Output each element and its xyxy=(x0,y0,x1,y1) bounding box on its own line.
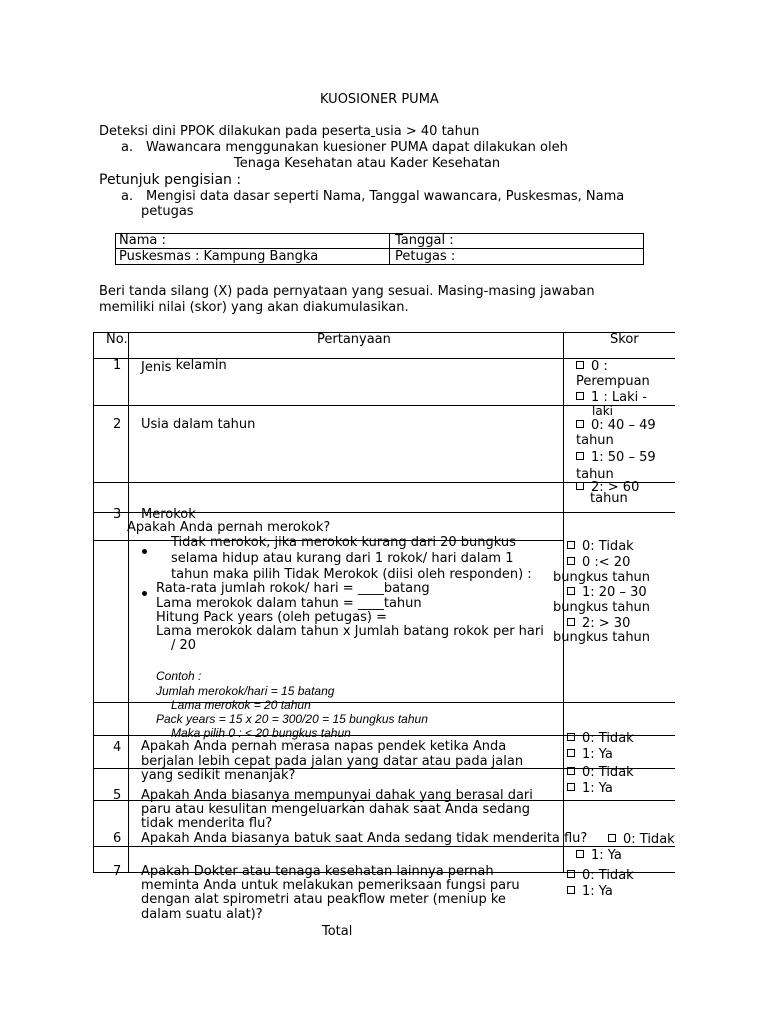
question-line-1: Apakah Anda biasanya batuk saat Anda sedang tidak menderita flu? xyxy=(141,831,588,846)
checkbox-icon[interactable] xyxy=(576,482,584,490)
row-number: 2 xyxy=(113,417,122,432)
option-checkbox[interactable]: 0 :< 20 xyxy=(567,555,630,571)
field-petugas: Petugas : xyxy=(395,249,456,264)
checkbox-icon[interactable] xyxy=(576,392,584,400)
row-number: 3 xyxy=(113,507,122,522)
option-checkbox[interactable]: 1: Ya xyxy=(567,884,613,900)
example-line-2: Lama merokok = 20 tahun xyxy=(171,698,311,712)
example-line-4: Maka pilih 0 : < 20 bungkus tahun xyxy=(171,726,351,740)
option-label: bungkus tahun xyxy=(553,630,651,645)
option-checkbox[interactable]: 0: Tidak xyxy=(567,765,634,781)
intro-item-a-marker: a. xyxy=(121,140,134,155)
question-line-2: paru atau kesulitan mengeluarkan dahak saat Anda sedang xyxy=(141,802,531,817)
option-checkbox[interactable]: 0: Tidak xyxy=(567,731,634,747)
question-text: Merokok xyxy=(141,507,196,522)
row-number: 5 xyxy=(113,788,122,803)
checkbox-icon[interactable] xyxy=(567,587,575,595)
bullet-1-line-3: tahun maka pilih Tidak Merokok (diisi oleh responden) : xyxy=(171,567,532,582)
question-text: Jenis kelamin xyxy=(141,358,227,375)
instructions-heading: Petunjuk pengisian : xyxy=(99,172,242,188)
field-tanggal: Tanggal : xyxy=(395,233,454,248)
question-line-3: tidak menderita flu? xyxy=(141,816,273,831)
checkbox-icon[interactable] xyxy=(567,557,575,565)
checkbox-icon[interactable] xyxy=(567,767,575,775)
bullet-2-line-1: Rata-rata jumlah rokok/ hari = ____batang xyxy=(156,581,430,596)
checkbox-icon[interactable] xyxy=(567,886,575,894)
checkbox-icon[interactable] xyxy=(576,850,584,858)
checkbox-icon[interactable] xyxy=(567,749,575,757)
example-line-3: Pack years = 15 x 20 = 300/20 = 15 bungkus tahun xyxy=(156,712,428,726)
row-number: 1 xyxy=(113,358,122,373)
example-line-1: Jumlah merokok/hari = 15 batang xyxy=(156,684,335,698)
question-line-1: Apakah Anda pernah merasa napas pendek ketika Anda xyxy=(141,739,507,754)
header-no: No. xyxy=(106,332,128,347)
checkbox-icon[interactable] xyxy=(576,361,584,369)
option-checkbox[interactable]: 2: > 30 xyxy=(567,616,630,632)
option-checkbox[interactable]: 1: Ya xyxy=(567,781,613,797)
instructions-item-a-marker: a. xyxy=(121,189,134,204)
option-checkbox[interactable]: 0: Tidak xyxy=(567,868,634,884)
row-number: 6 xyxy=(113,831,122,846)
question-text: Usia dalam tahun xyxy=(141,417,256,432)
question-line-3: dengan alat spirometri atau peakflow meter (meniup ke xyxy=(141,892,506,907)
option-checkbox[interactable]: 1: 20 – 30 xyxy=(567,585,647,601)
note-line-2: memiliki nilai (skor) yang akan diakumulasikan. xyxy=(99,300,409,315)
row-number: 7 xyxy=(113,864,122,879)
bullet-2-line-5: / 20 xyxy=(171,638,197,653)
instructions-item-a-line-1: Mengisi data dasar seperti Nama, Tanggal wawancara, Puskesmas, Nama xyxy=(146,189,625,204)
question-line-2: meminta Anda untuk melakukan pemeriksaan fungsi paru xyxy=(141,878,520,893)
option-label: tahun xyxy=(576,467,614,482)
option-label: Perempuan xyxy=(576,374,650,389)
option-label: bungkus tahun xyxy=(553,570,651,585)
checkbox-icon[interactable] xyxy=(608,834,616,842)
option-checkbox[interactable]: 0 : xyxy=(576,359,608,375)
header-score: Skor xyxy=(610,332,639,347)
intro-line-1: Deteksi dini PPOK dilakukan pada peserta usia > 40 tahun xyxy=(99,124,480,139)
note-line-1: Beri tanda silang (X) pada pernyataan yang sesuai. Masing-masing jawaban xyxy=(99,284,595,299)
option-checkbox[interactable]: 0: Tidak xyxy=(567,539,634,555)
option-label: tahun xyxy=(576,433,614,448)
option-checkbox[interactable]: 1: Ya xyxy=(576,848,622,864)
checkbox-icon[interactable] xyxy=(567,541,575,549)
example-title: Contoh : xyxy=(156,669,202,683)
checkbox-icon[interactable] xyxy=(567,870,575,878)
option-checkbox[interactable]: 1: 50 – 59 xyxy=(576,450,656,466)
sub-question: Apakah Anda pernah merokok? xyxy=(127,520,331,535)
option-label: bungkus tahun xyxy=(553,600,651,615)
option-checkbox[interactable]: 1 : Laki - xyxy=(576,390,647,406)
bullet-2-line-4: Lama merokok dalam tahun x Jumlah batang rokok per hari xyxy=(156,624,544,639)
intro-item-a-line-1: Wawancara menggunakan kuesioner PUMA dapat dilakukan oleh xyxy=(146,140,568,155)
bullet-2-line-3: Hitung Pack years (oleh petugas) = xyxy=(156,610,387,625)
checkbox-icon[interactable] xyxy=(576,452,584,460)
field-nama: Nama : xyxy=(119,233,166,248)
question-line-1: Apakah Anda biasanya mempunyai dahak yang berasal dari xyxy=(141,788,533,803)
bullet-icon xyxy=(142,549,147,554)
row-number: 4 xyxy=(113,740,122,755)
option-label: tahun xyxy=(590,491,628,506)
bullet-1-line-1: Tidak merokok, jika merokok kurang dari 20 bungkus xyxy=(171,535,516,550)
instructions-item-a-line-2: petugas xyxy=(141,204,194,219)
question-line-2: berjalan lebih cepat pada jalan yang datar atau pada jalan xyxy=(141,754,524,769)
question-line-3: yang sedikit menanjak? xyxy=(141,768,296,783)
option-checkbox[interactable]: 2: > 60 xyxy=(576,480,639,496)
page-title: KUOSIONER PUMA xyxy=(320,92,439,107)
option-checkbox[interactable]: 0: 40 – 49 xyxy=(576,418,656,434)
checkbox-icon[interactable] xyxy=(567,733,575,741)
option-label: laki xyxy=(592,404,613,418)
question-line-4: dalam suatu alat)? xyxy=(141,907,263,922)
intro-item-a-line-2: Tenaga Kesehatan atau Kader Kesehatan xyxy=(234,156,501,171)
option-checkbox[interactable]: 0: Tidak xyxy=(608,832,675,848)
total-label: Total xyxy=(322,924,353,939)
checkbox-icon[interactable] xyxy=(567,783,575,791)
option-checkbox[interactable]: 1: Ya xyxy=(567,747,613,763)
field-puskesmas: Puskesmas : Kampung Bangka xyxy=(119,249,319,264)
bullet-1-line-2: selama hidup atau kurang dari 1 rokok/ hari dalam 1 xyxy=(171,551,514,566)
header-question: Pertanyaan xyxy=(317,332,391,347)
bullet-2-line-2: Lama merokok dalam tahun = ____tahun xyxy=(156,596,422,611)
bullet-icon xyxy=(142,591,147,596)
question-line-1: Apakah Dokter atau tenaga kesehatan lainnya pernah xyxy=(141,864,494,879)
checkbox-icon[interactable] xyxy=(567,618,575,626)
checkbox-icon[interactable] xyxy=(576,420,584,428)
